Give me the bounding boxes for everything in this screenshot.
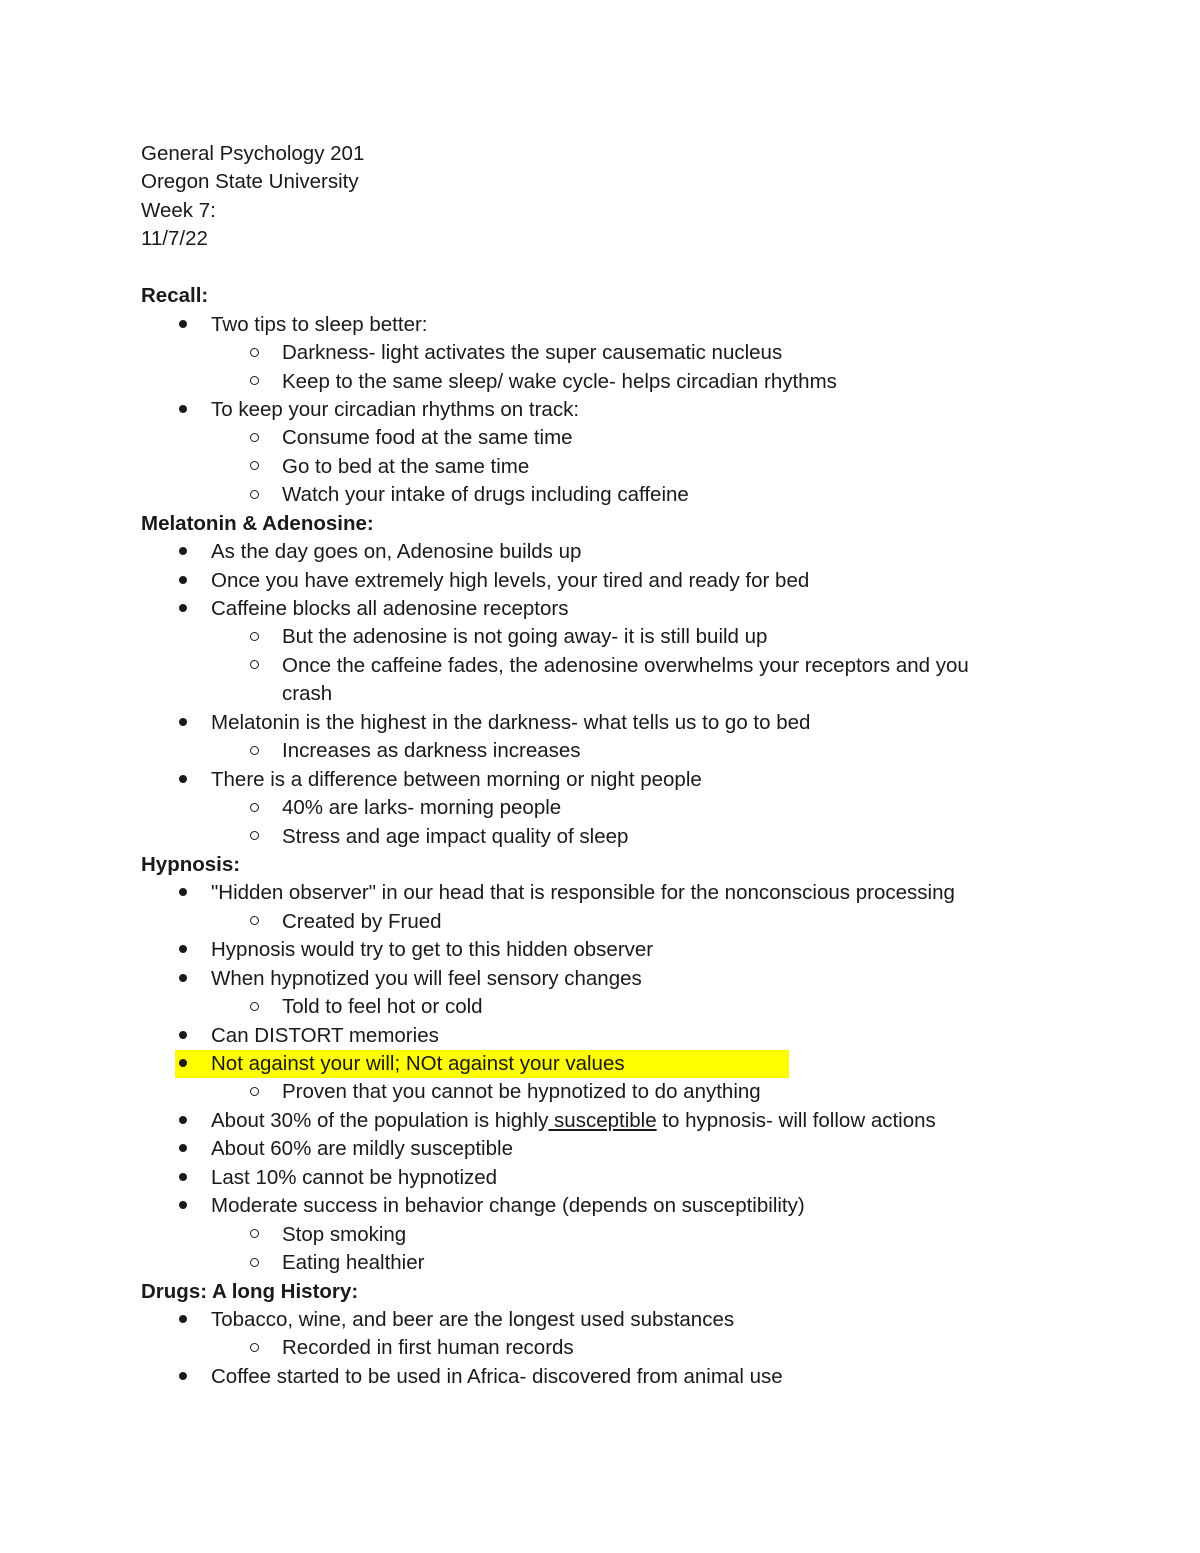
list-item: Last 10% cannot be hypnotized <box>141 1164 1041 1192</box>
sub-list-item: Told to feel hot or cold <box>141 993 1041 1021</box>
list-item: Melatonin is the highest in the darkness- what tells us to go to bed <box>141 709 1041 737</box>
bullet-dot-icon <box>168 1050 198 1078</box>
bullet-circle-icon <box>239 453 269 481</box>
bullet-dot-icon <box>168 1306 198 1334</box>
bullet-circle-icon <box>239 993 269 1021</box>
list-item: Tobacco, wine, and beer are the longest used substances <box>141 1306 1041 1334</box>
section-heading-recall: Recall: <box>141 284 209 308</box>
bullet-dot-icon <box>168 1164 198 1192</box>
list-item: When hypnotized you will feel sensory changes <box>141 965 1041 993</box>
list-item: Moderate success in behavior change (depends on susceptibility) <box>141 1192 1041 1220</box>
document-page <box>141 140 1041 1391</box>
sub-list-item: Increases as darkness increases <box>141 737 1041 765</box>
section-heading-hypnosis: Hypnosis: <box>141 852 241 876</box>
bullet-circle-icon <box>239 823 269 851</box>
bullet-circle-icon <box>239 623 269 651</box>
list-item: Coffee started to be used in Africa- discovered from animal use <box>141 1363 1041 1391</box>
sub-list-item: Watch your intake of drugs including caffeine <box>141 481 1041 509</box>
sub-list-item: Stop smoking <box>141 1221 1041 1249</box>
bullet-circle-icon <box>239 908 269 936</box>
bullet-dot-icon <box>168 965 198 993</box>
bullet-dot-icon <box>168 311 198 339</box>
sub-list-item: Eating healthier <box>141 1249 1041 1277</box>
list-item: Can DISTORT memories <box>141 1022 1041 1050</box>
bullet-circle-icon <box>239 424 269 452</box>
sub-list-item: Once the caffeine fades, the adenosine overwhelms your receptors and you crash <box>141 652 1012 709</box>
bullet-dot-icon <box>168 1022 198 1050</box>
section-heading-drugs: Drugs: A long History: <box>141 1279 359 1303</box>
list-item: Hypnosis would try to get to this hidden observer <box>141 936 1041 964</box>
date-label: 11/7/22 <box>141 227 208 251</box>
bullet-circle-icon <box>239 794 269 822</box>
list-item: There is a difference between morning or night people <box>141 766 1041 794</box>
bullet-circle-icon <box>239 481 269 509</box>
list-item: About 30% of the population is highly susceptible to hypnosis- will follow actions <box>141 1107 1041 1135</box>
sub-list-item: Created by Frued <box>141 908 1041 936</box>
bullet-dot-icon <box>168 766 198 794</box>
highlighted-list-item <box>141 1050 1041 1078</box>
bullet-dot-icon <box>168 1107 198 1135</box>
bullet-dot-icon <box>168 538 198 566</box>
underlined-text: susceptible <box>548 1108 657 1132</box>
week-label: Week 7: <box>141 198 216 222</box>
section-heading-melatonin: Melatonin & Adenosine: <box>141 511 374 535</box>
bullet-circle-icon <box>239 1078 269 1106</box>
bullet-dot-icon <box>168 879 198 907</box>
list-item: Once you have extremely high levels, your tired and ready for bed <box>141 567 1041 595</box>
sub-list-item: 40% are larks- morning people <box>141 794 1041 822</box>
sub-list-item: Recorded in first human records <box>141 1334 1041 1362</box>
sub-list-item: But the adenosine is not going away- it is still build up <box>141 623 1041 651</box>
list-item: Two tips to sleep better: <box>141 311 1041 339</box>
blank-line <box>141 254 1041 282</box>
bullet-dot-icon <box>168 709 198 737</box>
bullet-dot-icon <box>168 936 198 964</box>
school-name: Oregon State University <box>141 170 359 194</box>
bullet-dot-icon <box>168 1135 198 1163</box>
bullet-circle-icon <box>239 368 269 396</box>
bullet-circle-icon <box>239 1221 269 1249</box>
list-item: Caffeine blocks all adenosine receptors <box>141 595 1041 623</box>
bullet-dot-icon <box>168 595 198 623</box>
bullet-circle-icon <box>239 339 269 367</box>
sub-list-item: Consume food at the same time <box>141 424 1041 452</box>
list-item: About 60% are mildly susceptible <box>141 1135 1041 1163</box>
sub-list-item: Stress and age impact quality of sleep <box>141 823 1041 851</box>
list-item: As the day goes on, Adenosine builds up <box>141 538 1041 566</box>
bullet-circle-icon <box>239 652 269 680</box>
bullet-dot-icon <box>168 396 198 424</box>
list-item: "Hidden observer" in our head that is responsible for the nonconscious processing <box>141 879 1041 907</box>
list-item: To keep your circadian rhythms on track: <box>141 396 1041 424</box>
bullet-circle-icon <box>239 1249 269 1277</box>
bullet-circle-icon <box>239 737 269 765</box>
bullet-dot-icon <box>168 1363 198 1391</box>
bullet-dot-icon <box>168 1192 198 1220</box>
sub-list-item: Darkness- light activates the super causematic nucleus <box>141 339 1041 367</box>
bullet-circle-icon <box>239 1334 269 1362</box>
sub-list-item: Proven that you cannot be hypnotized to do anything <box>141 1078 1041 1106</box>
sub-list-item: Keep to the same sleep/ wake cycle- helps circadian rhythms <box>141 368 1041 396</box>
course-title: General Psychology 201 <box>141 142 365 165</box>
sub-list-item: Go to bed at the same time <box>141 453 1041 481</box>
bullet-dot-icon <box>168 567 198 595</box>
highlighted-text: Not against your will; NOt against your values <box>211 1052 625 1076</box>
